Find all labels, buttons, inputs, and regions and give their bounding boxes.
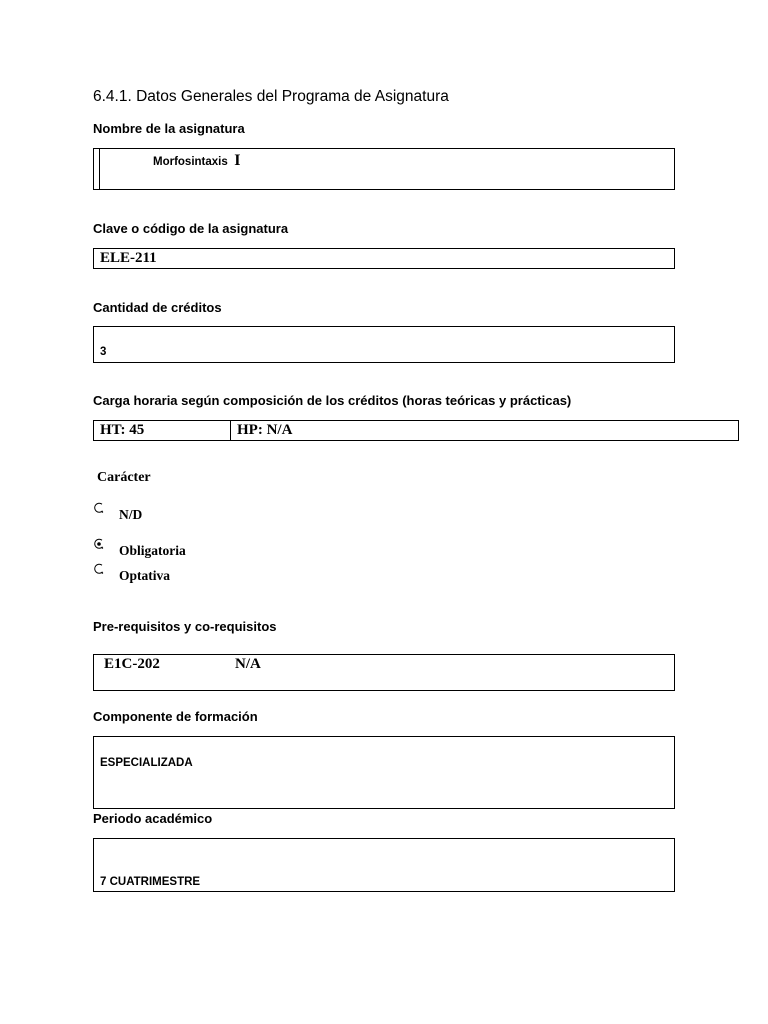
componente-value: ESPECIALIZADA: [100, 757, 193, 769]
creditos-value: 3: [100, 346, 107, 358]
radio-option-obligatoria[interactable]: [93, 537, 253, 559]
page-title: 6.4.1. Datos Generales del Programa de Asignatura: [93, 88, 449, 105]
clave-field[interactable]: [93, 248, 675, 269]
clave-value: ELE-211: [100, 250, 157, 266]
radio-option-optativa[interactable]: [93, 562, 233, 584]
nombre-field[interactable]: [93, 148, 675, 190]
radio-label: Obligatoria: [119, 543, 186, 558]
caracter-label: Carácter: [97, 470, 151, 485]
hp-value[interactable]: HP: N/A: [237, 422, 293, 438]
radio-option-nd[interactable]: [93, 501, 233, 523]
prerequisitos-label: Pre-requisitos y co-requisitos: [93, 619, 277, 634]
nombre-label: Nombre de la asignatura: [93, 121, 245, 136]
periodo-value: 7 CUATRIMESTRE: [100, 876, 201, 888]
componente-label: Componente de formación: [93, 709, 258, 724]
carga-table: [93, 420, 739, 441]
creditos-field[interactable]: [93, 326, 675, 363]
periodo-label: Periodo académico: [93, 811, 213, 826]
nombre-value: [153, 152, 240, 170]
creditos-label: Cantidad de créditos: [93, 300, 222, 315]
prerequisito-code: E1C-202: [104, 656, 160, 672]
radio-label: Optativa: [119, 568, 171, 583]
componente-field[interactable]: [93, 736, 675, 809]
ht-value[interactable]: HT: 45: [100, 422, 145, 438]
carga-divider: [230, 421, 231, 440]
prerequisitos-field[interactable]: [93, 654, 675, 691]
periodo-field[interactable]: [93, 838, 675, 892]
field-divider: [99, 149, 100, 189]
radio-unchecked-icon[interactable]: [93, 502, 105, 514]
carga-label: Carga horaria según composición de los créditos (horas teóricas y prácticas): [93, 393, 572, 408]
nombre-value-numeral: I: [234, 152, 241, 169]
clave-label: Clave o código de la asignatura: [93, 221, 289, 236]
prerequisito-extra: N/A: [235, 656, 261, 672]
nombre-value-text: Morfosintaxis: [153, 156, 228, 168]
radio-unchecked-icon[interactable]: [93, 563, 105, 575]
radio-label: N/D: [119, 507, 143, 522]
radio-checked-icon[interactable]: [93, 538, 105, 550]
